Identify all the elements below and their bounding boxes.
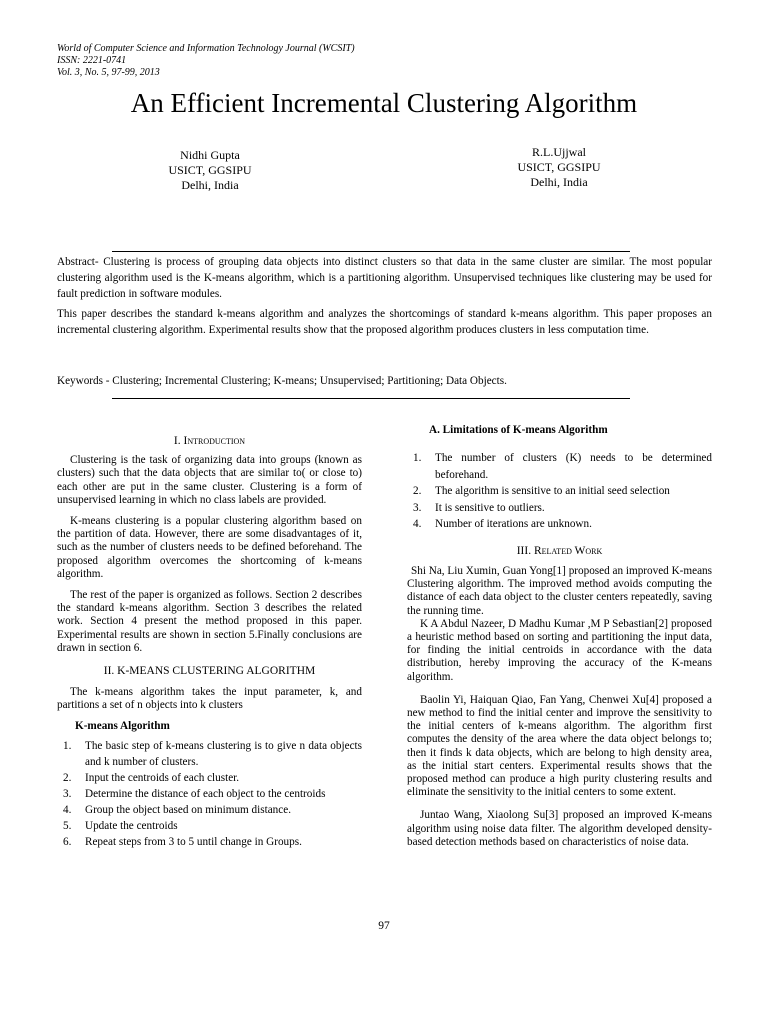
paper-title: An Efficient Incremental Clustering Algorithm	[130, 88, 638, 118]
abstract-paragraph-2: This paper describes the standard k-means algorithm and analyzes the shortcomings of standard k-means algorithm. This paper proposes an incremental clustering algorithm. Experimental results show that the proposed algorithm produces clusters in less computation time.	[57, 308, 712, 336]
list-number: 3.	[413, 501, 422, 514]
abstract-bottom-rule	[112, 398, 630, 399]
author-block-2	[449, 145, 669, 190]
list-text: Repeat steps from 3 to 5 until change in Groups.	[85, 835, 302, 848]
list-text: The algorithm is sensitive to an initial seed selection	[435, 485, 670, 498]
list-number: 2.	[63, 771, 72, 784]
journal-issn: ISSN: 2221-0741	[57, 55, 127, 66]
list-text: Input the centroids of each cluster.	[85, 771, 240, 784]
related-paragraph-1: Shi Na, Liu Xumin, Guan Yong[1] proposed an improved K-means Clustering algorithm. The improved method avoids computing the distance of each data object to the cluster centers repeatedly, saving the running time.	[407, 564, 712, 617]
section-number: I.	[173, 435, 181, 447]
list-item	[57, 738, 362, 770]
section-heading-introduction	[57, 435, 362, 448]
author-block-1	[100, 148, 320, 193]
list-number: 2.	[413, 485, 422, 498]
section-number: II.	[103, 665, 115, 678]
list-item	[407, 516, 712, 533]
section-number: III.	[516, 544, 532, 557]
list-number: 4.	[413, 518, 422, 531]
kmeans-paragraph-1: The k-means algorithm takes the input parameter, k, and partitions a set of n objects into k clusters	[57, 686, 362, 712]
list-item	[57, 834, 362, 850]
keywords: Keywords - Clustering; Incremental Clustering; K-means; Unsupervised; Partitioning; Data Objects.	[57, 375, 507, 387]
list-number: 4.	[63, 803, 72, 816]
intro-paragraph-2: K-means clustering is a popular clustering algorithm based on the partition of data. However, there are some disadvantages of it, such as the number of clusters needs to be defined beforehand. The proposed algorithm overcomes the shortcoming of k-means algorithm.	[57, 515, 362, 580]
limitations-heading: A. Limitations of K-means Algorithm	[429, 424, 608, 436]
list-text: Group the object based on minimum distance.	[85, 803, 291, 816]
author-location: Delhi, India	[181, 178, 239, 192]
journal-name: World of Computer Science and Information Technology Journal (WCSIT)	[57, 43, 355, 54]
author-location: Delhi, India	[530, 175, 588, 189]
list-text: The number of clusters (K) needs to be determined beforehand.	[435, 452, 712, 481]
section-title: K-MEANS CLUSTERING ALGORITHM	[117, 665, 316, 678]
list-item	[407, 450, 712, 483]
list-number: 1.	[63, 739, 72, 752]
list-text: Determine the distance of each object to the centroids	[85, 787, 326, 800]
left-column	[57, 424, 362, 850]
related-paragraph-4: Juntao Wang, Xiaolong Su[3] proposed an improved K-means algorithm using noise data filter. The algorithm developed density-based detection methods based on characteristics of noise data.	[407, 809, 712, 848]
list-item	[57, 818, 362, 834]
journal-header	[57, 43, 355, 79]
list-text: Update the centroids	[85, 819, 178, 832]
list-item	[57, 770, 362, 786]
list-item	[407, 500, 712, 517]
section-title: Introduction	[183, 435, 246, 447]
author-name: Nidhi Gupta	[180, 148, 240, 162]
list-text: Number of iterations are unknown.	[435, 518, 592, 531]
algorithm-heading: K-means Algorithm	[75, 719, 170, 732]
related-paragraph-2: K A Abdul Nazeer, D Madhu Kumar ,M P Sebastian[2] proposed a heuristic method based on sorting and partitioning the input data, for finding the initial centroids in accordance with the data distribution, hereby improving the accuracy of the K-means algorithm.	[407, 617, 712, 683]
section-heading-related-work	[407, 545, 712, 558]
abstract-top-rule	[112, 251, 630, 252]
list-text: It is sensitive to outliers.	[435, 501, 545, 514]
intro-paragraph-3: The rest of the paper is organized as follows. Section 2 describes the standard k-means algorithm. Section 3 describes the related work. Section 4 present the method proposed in this paper. Experimental results are shown in section 5.Finally conclusions are drawn in section 6.	[57, 589, 362, 654]
list-text: The basic step of k-means clustering is to give n data objects and k number of clusters.	[85, 739, 362, 768]
list-number: 3.	[63, 787, 72, 800]
limitations-list	[407, 450, 712, 533]
journal-volume: Vol. 3, No. 5, 97-99, 2013	[57, 67, 160, 78]
author-affiliation: USICT, GGSIPU	[168, 163, 252, 177]
abstract-paragraph-1: Abstract- Clustering is process of grouping data objects into distinct clusters so that data in the same cluster are similar. The most popular clustering algorithm used is the K-means algorithm, which is a partitioning algorithm. Unsupervised techniques like clustering may be used for fault prediction in software modules.	[57, 256, 712, 300]
abstract	[57, 254, 712, 342]
list-number: 1.	[413, 452, 422, 465]
right-column	[407, 424, 712, 849]
list-number: 6.	[63, 835, 72, 848]
intro-paragraph-1: Clustering is the task of organizing data into groups (known as clusters) such that the data objects that are similar to( or close to) each other are put in the same cluster. Clustering is a form of unsupervised learning in which no class labels are provided.	[57, 454, 362, 506]
author-affiliation: USICT, GGSIPU	[517, 160, 601, 174]
section-heading-kmeans	[57, 665, 362, 678]
list-item	[57, 786, 362, 802]
author-name: R.L.Ujjwal	[532, 145, 586, 159]
page-number: 97	[378, 920, 390, 932]
related-paragraph-3: Baolin Yi, Haiquan Qiao, Fan Yang, Chenwei Xu[4] proposed a new method to find the initial center and improve the sensitivity to the initial centers of k-means algorithm. The algorithm first computes the density of the area where the data object belongs to; then it finds k data objects, which are belong to high density area, as the initial start centers. Experimental results shows that the proposed method can produce a high purity clustering results and eliminate the sensitivity to the initial centers to some extent.	[407, 693, 712, 799]
list-item	[407, 483, 712, 500]
list-number: 5.	[63, 819, 72, 832]
list-item	[57, 802, 362, 818]
algorithm-steps	[57, 738, 362, 850]
section-title: Related Work	[533, 544, 603, 557]
